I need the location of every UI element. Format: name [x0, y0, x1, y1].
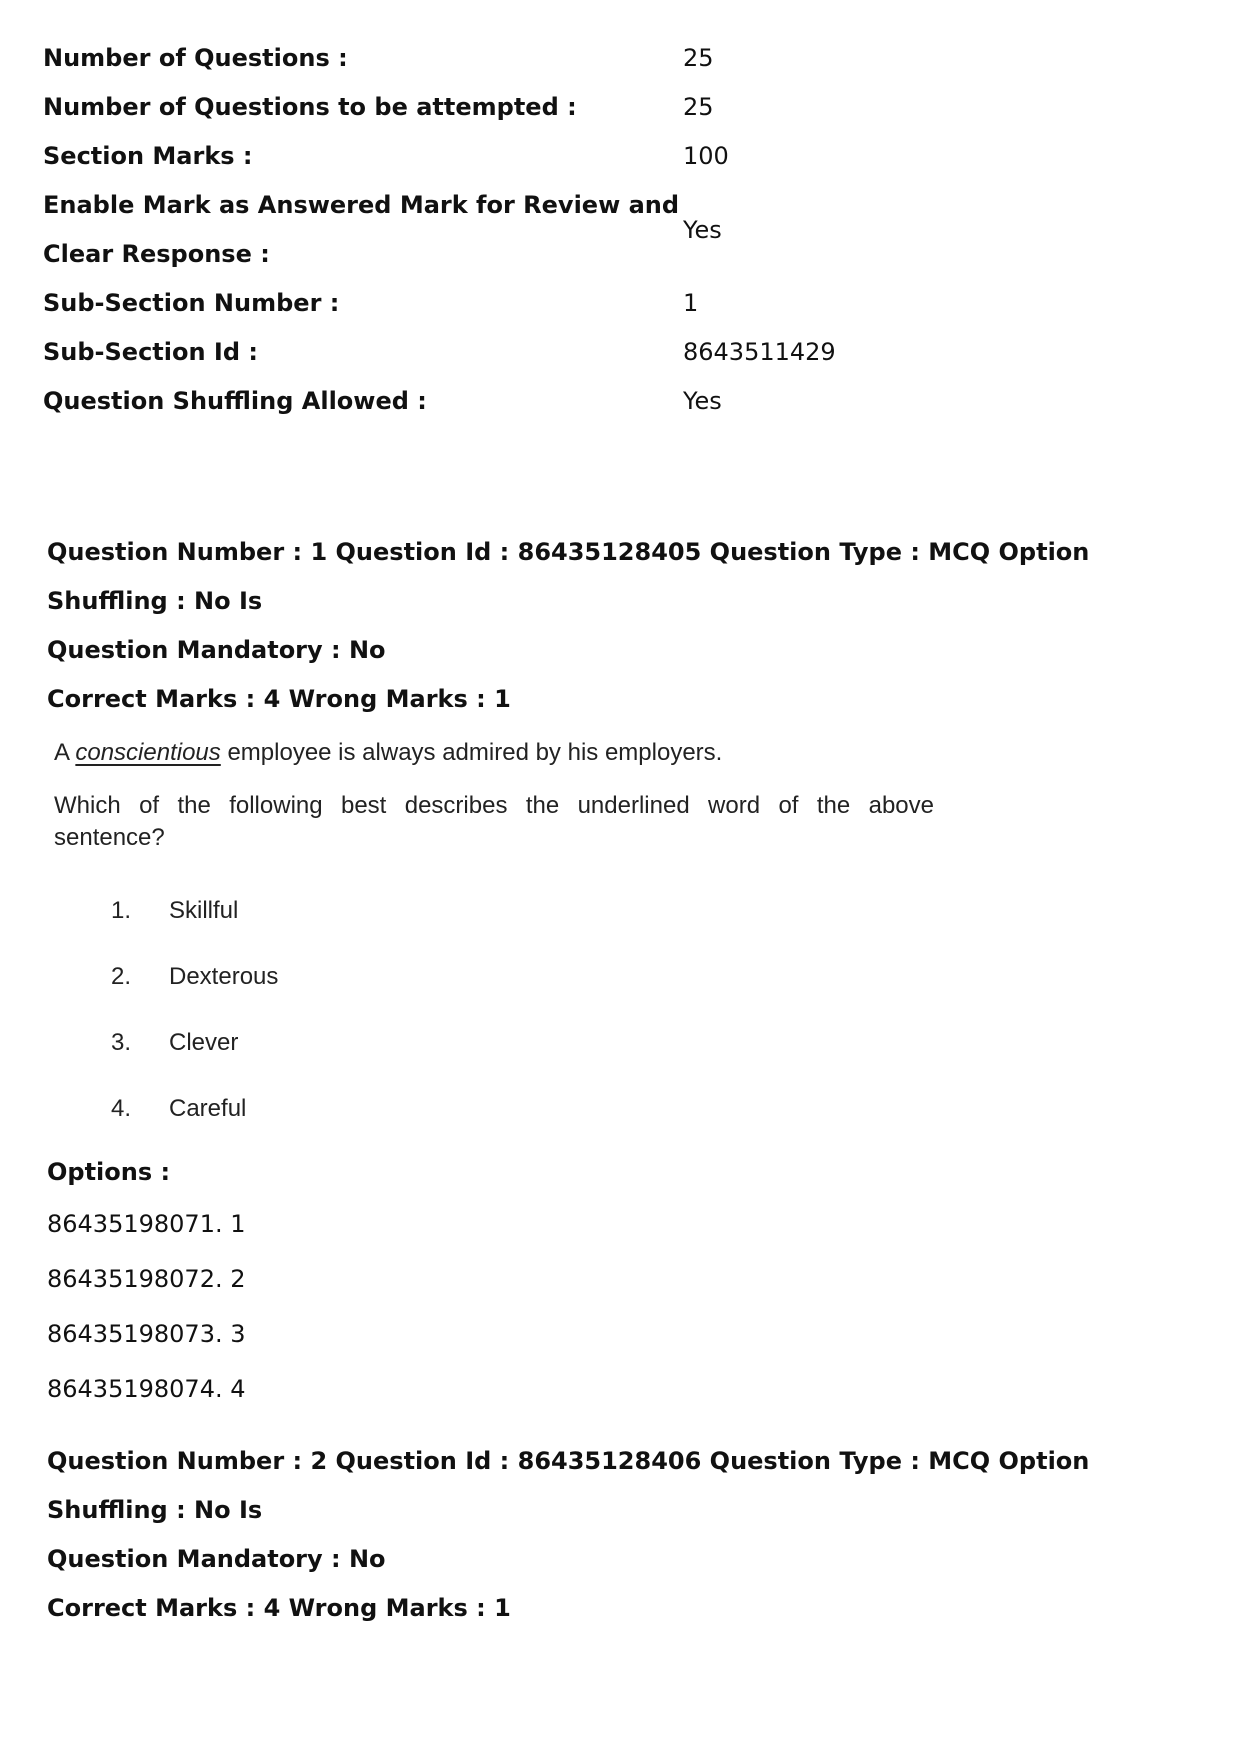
info-row [43, 377, 1143, 426]
info-label: Sub-Section Id : [43, 338, 258, 366]
answer-choice [47, 1010, 1207, 1076]
info-label: Number of Questions to be attempted : [43, 93, 577, 121]
choice-number: 4. [111, 1095, 132, 1122]
choice-number: 1. [111, 897, 132, 924]
info-value: Yes [683, 387, 722, 415]
info-value: 100 [683, 142, 729, 170]
info-value: 8643511429 [683, 338, 836, 366]
info-label-line: Clear Response : [43, 240, 270, 268]
info-row [43, 83, 1143, 132]
statement-text: employee is always admired by his employers. [220, 739, 723, 766]
question-statement [54, 738, 1207, 768]
question-body [47, 738, 1207, 1142]
answer-choice [47, 944, 1207, 1010]
choice-number: 3. [111, 1029, 132, 1056]
info-label: Sub-Section Number : [43, 289, 340, 317]
info-value: Yes [683, 215, 722, 244]
section-info-table [43, 34, 1143, 426]
question-header-line: Question Mandatory : No [47, 1545, 386, 1573]
option-id-list [47, 1197, 1207, 1417]
info-row [43, 279, 1143, 328]
option-id-item: 86435198072. 2 [47, 1265, 246, 1293]
statement-text: A [54, 739, 76, 766]
info-label: Number of Questions : [43, 44, 348, 72]
option-id-item: 86435198073. 3 [47, 1320, 246, 1348]
info-row [43, 181, 1143, 279]
info-value: 25 [683, 93, 714, 121]
info-label: Question Shuffling Allowed : [43, 387, 427, 415]
answer-choice-list [47, 878, 1207, 1142]
choice-text: Dexterous [169, 963, 279, 990]
answer-choice [47, 1076, 1207, 1142]
answer-choice [47, 878, 1207, 944]
question-header-line: Question Number : 2 Question Id : 86435128406 Question Type : MCQ Option Shuffling : No Is [47, 1447, 1090, 1524]
option-id-item: 86435198074. 4 [47, 1375, 246, 1403]
option-id-item: 86435198071. 1 [47, 1210, 246, 1238]
info-value: 25 [683, 44, 714, 72]
choice-text: Clever [169, 1029, 239, 1056]
choice-text: Careful [169, 1095, 247, 1122]
info-row [43, 132, 1143, 181]
options-heading: Options : [47, 1158, 171, 1186]
question-header-line: Question Number : 1 Question Id : 86435128405 Question Type : MCQ Option Shuffling : No Is [47, 538, 1090, 615]
info-row [43, 34, 1143, 83]
info-label: Section Marks : [43, 142, 253, 170]
info-value: 1 [683, 289, 699, 317]
question-prompt: Which of the following best describes the underlined word of the above sentence? [54, 792, 934, 851]
question-header-line: Question Mandatory : No [47, 636, 386, 664]
info-label [43, 181, 683, 279]
underlined-word: conscientious [75, 739, 221, 766]
choice-text: Skillful [169, 897, 239, 924]
question-marks: Correct Marks : 4 Wrong Marks : 1 [47, 1594, 511, 1622]
info-label-line: Enable Mark as Answered Mark for Review and [43, 191, 680, 219]
question-block [47, 1437, 1207, 1633]
question-marks: Correct Marks : 4 Wrong Marks : 1 [47, 685, 511, 713]
choice-number: 2. [111, 963, 132, 990]
info-row [43, 328, 1143, 377]
question-block [47, 528, 1207, 1417]
